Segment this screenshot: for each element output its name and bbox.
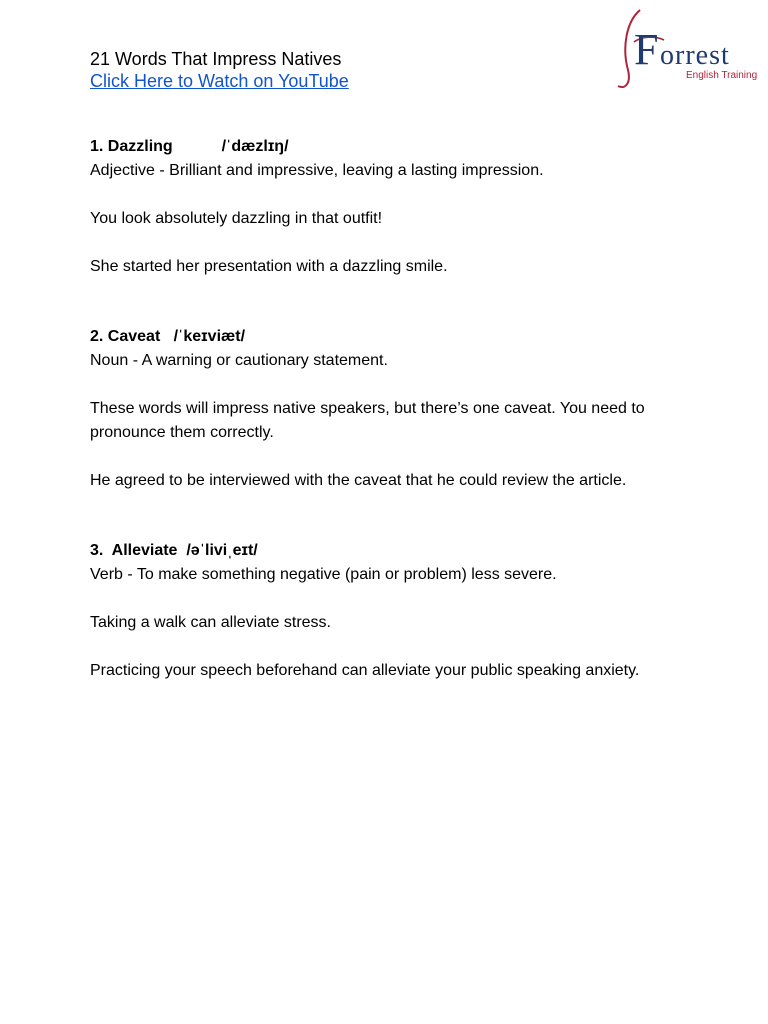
entry-word: 1. Dazzling [90, 138, 173, 155]
entry-definition: Verb - To make something negative (pain or problem) less severe. [90, 566, 557, 583]
vocab-entry-1 [90, 135, 660, 279]
forrest-logo [612, 8, 760, 92]
entry-heading [90, 135, 660, 159]
page-title: 21 Words That Impress Natives [90, 49, 342, 69]
entry-example: Practicing your speech beforehand can alleviate your public speaking anxiety. [90, 662, 640, 679]
entry-word: 2. Caveat [90, 328, 161, 345]
vocab-entry-3 [90, 539, 660, 683]
youtube-link[interactable]: Click Here to Watch on YouTube [90, 71, 349, 91]
entry-example: Taking a walk can alleviate stress. [90, 614, 331, 631]
logo-tagline: English Training [686, 70, 758, 81]
entry-definition: Adjective - Brilliant and impressive, leaving a lasting impression. [90, 162, 544, 179]
entry-definition: Noun - A warning or cautionary statement. [90, 352, 388, 369]
logo-wordmark: orrest [660, 40, 730, 71]
vocab-entry-2 [90, 325, 660, 493]
forrest-logo-graphic [612, 8, 760, 92]
entry-pronunciation: /ˈdæzlɪŋ/ [221, 138, 289, 155]
entry-example: He agreed to be interviewed with the caveat that he could review the article. [90, 472, 627, 489]
vocabulary-list [90, 135, 660, 683]
logo-letter-f: F [634, 25, 659, 74]
entry-word: 3. Alleviate [90, 542, 178, 559]
entry-example: She started her presentation with a dazzling smile. [90, 258, 448, 275]
entry-example: These words will impress native speakers, but there’s one caveat. You need to pronounce them correctly. [90, 400, 645, 441]
entry-example: You look absolutely dazzling in that outfit! [90, 210, 383, 227]
entry-pronunciation: /ˈkeɪviæt/ [173, 328, 246, 345]
entry-pronunciation: /əˈliviˌeɪt/ [186, 542, 258, 559]
entry-heading [90, 539, 660, 563]
page-header [90, 48, 349, 92]
entry-heading [90, 325, 660, 349]
